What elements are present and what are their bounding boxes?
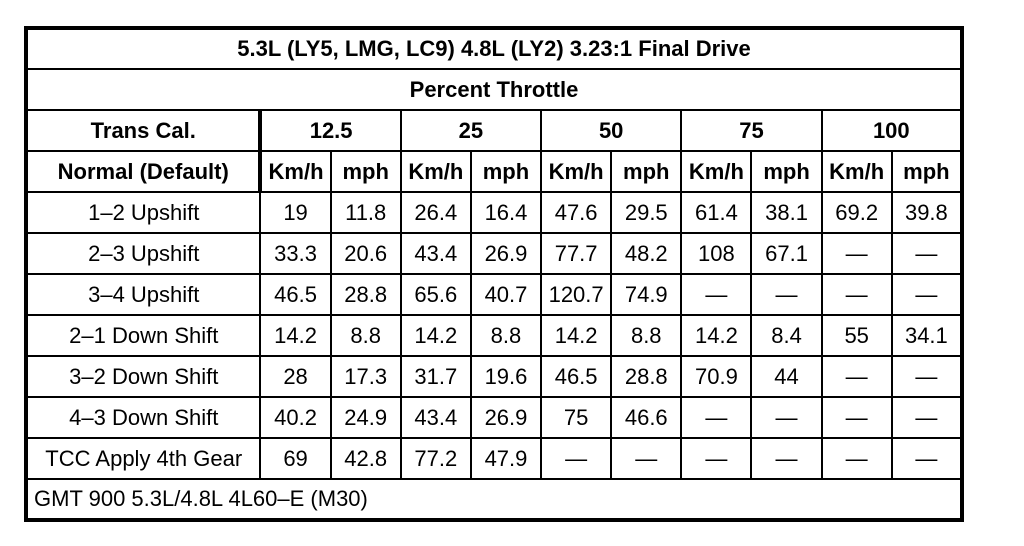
row-label: 3–2 Down Shift (26, 356, 260, 397)
mph-value-cell: 26.9 (471, 397, 541, 438)
table-row (26, 233, 962, 274)
kmh-value-cell: 28 (260, 356, 330, 397)
table-subtitle: Percent Throttle (26, 69, 962, 110)
mph-value-cell: 19.6 (471, 356, 541, 397)
table-footer: GMT 900 5.3L/4.8L 4L60–E (M30) (26, 479, 962, 520)
mph-value-cell: — (892, 356, 962, 397)
table-row (26, 192, 962, 233)
unit-mph-header: mph (331, 151, 401, 192)
unit-kmh-header: Km/h (822, 151, 892, 192)
kmh-value-cell: 26.4 (401, 192, 471, 233)
unit-kmh-header: Km/h (401, 151, 471, 192)
kmh-value-cell: 70.9 (681, 356, 751, 397)
mph-value-cell: — (892, 438, 962, 479)
mph-value-cell: 48.2 (611, 233, 681, 274)
kmh-value-cell: 108 (681, 233, 751, 274)
kmh-value-cell: 75 (541, 397, 611, 438)
mph-value-cell: 11.8 (331, 192, 401, 233)
throttle-level-header: 12.5 (260, 110, 400, 151)
throttle-level-header: 100 (822, 110, 962, 151)
mph-value-cell: 44 (751, 356, 821, 397)
table-row (26, 397, 962, 438)
mph-value-cell: 24.9 (331, 397, 401, 438)
mph-value-cell: 8.8 (471, 315, 541, 356)
row-label: 3–4 Upshift (26, 274, 260, 315)
unit-mph-header: mph (751, 151, 821, 192)
unit-kmh-header: Km/h (681, 151, 751, 192)
mph-value-cell: 67.1 (751, 233, 821, 274)
mph-value-cell: 40.7 (471, 274, 541, 315)
kmh-value-cell: — (822, 356, 892, 397)
throttle-level-header: 75 (681, 110, 821, 151)
row-label: 4–3 Down Shift (26, 397, 260, 438)
mph-value-cell: — (892, 397, 962, 438)
mph-value-cell: 47.9 (471, 438, 541, 479)
corner-label: Trans Cal. (26, 110, 260, 151)
mph-value-cell: — (751, 274, 821, 315)
shift-speed-table (24, 26, 964, 522)
kmh-value-cell: — (681, 397, 751, 438)
mph-value-cell: 42.8 (331, 438, 401, 479)
kmh-value-cell: 14.2 (681, 315, 751, 356)
kmh-value-cell: 43.4 (401, 233, 471, 274)
mph-value-cell: — (892, 274, 962, 315)
row-label: TCC Apply 4th Gear (26, 438, 260, 479)
mph-value-cell: 8.4 (751, 315, 821, 356)
kmh-value-cell: 69 (260, 438, 330, 479)
kmh-value-cell: — (822, 397, 892, 438)
mph-value-cell: 34.1 (892, 315, 962, 356)
mph-value-cell: 26.9 (471, 233, 541, 274)
unit-kmh-header: Km/h (260, 151, 330, 192)
kmh-value-cell: 43.4 (401, 397, 471, 438)
kmh-value-cell: 47.6 (541, 192, 611, 233)
mode-label: Normal (Default) (26, 151, 260, 192)
kmh-value-cell: 14.2 (541, 315, 611, 356)
kmh-value-cell: 61.4 (681, 192, 751, 233)
unit-mph-header: mph (892, 151, 962, 192)
throttle-level-header: 25 (401, 110, 541, 151)
kmh-value-cell: — (541, 438, 611, 479)
mph-value-cell: — (892, 233, 962, 274)
kmh-value-cell: 31.7 (401, 356, 471, 397)
kmh-value-cell: 33.3 (260, 233, 330, 274)
mph-value-cell: 28.8 (331, 274, 401, 315)
mph-value-cell: 8.8 (611, 315, 681, 356)
kmh-value-cell: 46.5 (260, 274, 330, 315)
mph-value-cell: 46.6 (611, 397, 681, 438)
mph-value-cell: 74.9 (611, 274, 681, 315)
mph-value-cell: 39.8 (892, 192, 962, 233)
kmh-value-cell: 14.2 (401, 315, 471, 356)
kmh-value-cell: 69.2 (822, 192, 892, 233)
kmh-value-cell: 120.7 (541, 274, 611, 315)
mph-value-cell: 28.8 (611, 356, 681, 397)
kmh-value-cell: 40.2 (260, 397, 330, 438)
table-row (26, 438, 962, 479)
kmh-value-cell: 65.6 (401, 274, 471, 315)
kmh-value-cell: 19 (260, 192, 330, 233)
mph-value-cell: — (611, 438, 681, 479)
row-label: 2–3 Upshift (26, 233, 260, 274)
table-row (26, 274, 962, 315)
mph-value-cell: 16.4 (471, 192, 541, 233)
kmh-value-cell: — (681, 438, 751, 479)
kmh-value-cell: 46.5 (541, 356, 611, 397)
kmh-value-cell: 77.2 (401, 438, 471, 479)
row-label: 1–2 Upshift (26, 192, 260, 233)
kmh-value-cell: 55 (822, 315, 892, 356)
mph-value-cell: — (751, 438, 821, 479)
mph-value-cell: 20.6 (331, 233, 401, 274)
table-row (26, 356, 962, 397)
unit-mph-header: mph (611, 151, 681, 192)
kmh-value-cell: 14.2 (260, 315, 330, 356)
mph-value-cell: — (751, 397, 821, 438)
kmh-value-cell: — (822, 438, 892, 479)
mph-value-cell: 17.3 (331, 356, 401, 397)
mph-value-cell: 29.5 (611, 192, 681, 233)
kmh-value-cell: 77.7 (541, 233, 611, 274)
row-label: 2–1 Down Shift (26, 315, 260, 356)
kmh-value-cell: — (822, 274, 892, 315)
mph-value-cell: 8.8 (331, 315, 401, 356)
mph-value-cell: 38.1 (751, 192, 821, 233)
table-row (26, 315, 962, 356)
table-title: 5.3L (LY5, LMG, LC9) 4.8L (LY2) 3.23:1 Final Drive (26, 28, 962, 69)
throttle-level-header: 50 (541, 110, 681, 151)
unit-kmh-header: Km/h (541, 151, 611, 192)
unit-mph-header: mph (471, 151, 541, 192)
kmh-value-cell: — (681, 274, 751, 315)
kmh-value-cell: — (822, 233, 892, 274)
